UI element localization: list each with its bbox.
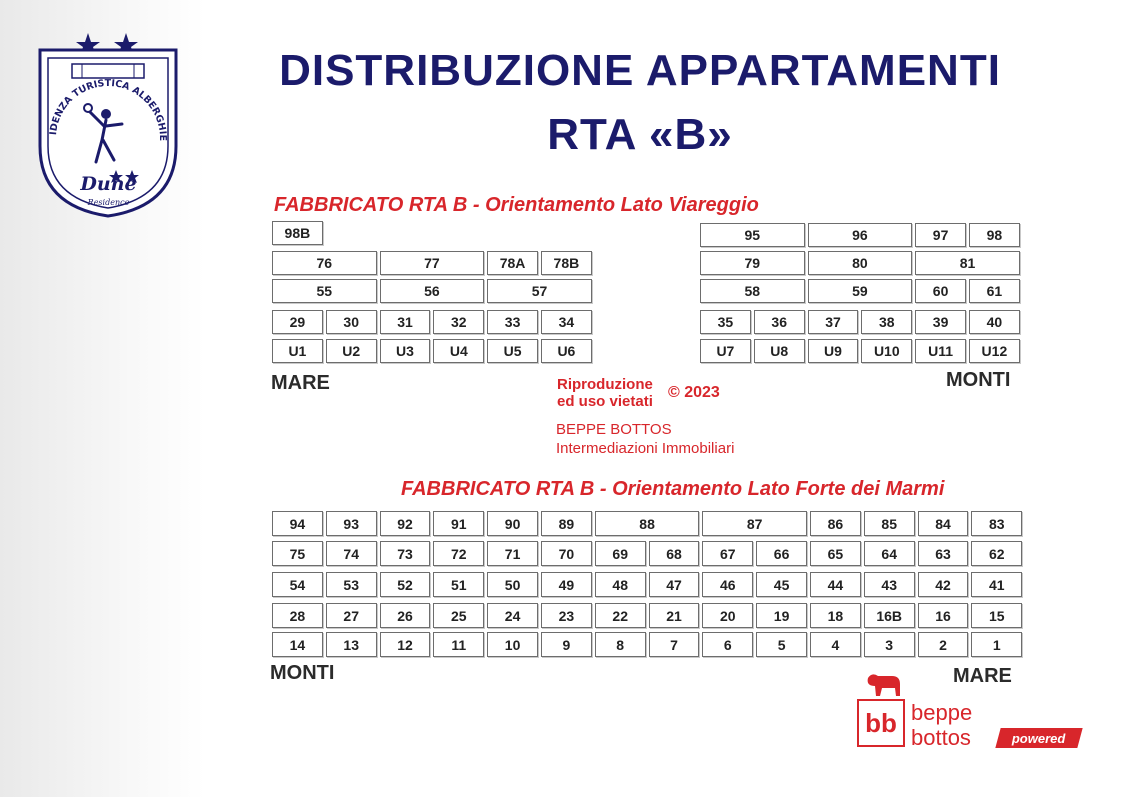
copyright: © 2023 — [668, 384, 720, 401]
apartment-6: 6 — [702, 632, 753, 657]
section2-right-label: MARE — [953, 665, 1012, 687]
apartment-20: 20 — [702, 603, 753, 628]
apartment-76: 76 — [272, 251, 377, 275]
apartment-49: 49 — [541, 572, 592, 597]
apartment-U6: U6 — [541, 339, 592, 363]
apartment-68: 68 — [649, 541, 700, 566]
section1-title: FABBRICATO RTA B - Orientamento Lato Viareggio — [274, 194, 759, 216]
apartment-43: 43 — [864, 572, 915, 597]
apartment-13: 13 — [326, 632, 377, 657]
apartment-96: 96 — [808, 223, 913, 247]
apartment-1: 1 — [971, 632, 1022, 657]
apartment-73: 73 — [380, 541, 431, 566]
apartment-29: 29 — [272, 310, 323, 334]
apartment-U1: U1 — [272, 339, 323, 363]
apartment-83: 83 — [971, 511, 1022, 536]
apartment-69: 69 — [595, 541, 646, 566]
logo-sub: Residence — [87, 198, 130, 207]
apartment-57: 57 — [487, 279, 592, 303]
apartment-25: 25 — [433, 603, 484, 628]
apartment-U5: U5 — [487, 339, 538, 363]
notice-line1: Riproduzione — [557, 376, 653, 393]
apartment-5: 5 — [756, 632, 807, 657]
apartment-54: 54 — [272, 572, 323, 597]
apartment-4: 4 — [810, 632, 861, 657]
apartment-7: 7 — [649, 632, 700, 657]
apartment-91: 91 — [433, 511, 484, 536]
apartment-67: 67 — [702, 541, 753, 566]
brand-mark-text: bb — [865, 707, 897, 738]
apartment-79: 79 — [700, 251, 805, 275]
apartment-55: 55 — [272, 279, 377, 303]
apartment-63: 63 — [918, 541, 969, 566]
apartment-85: 85 — [864, 511, 915, 536]
apartment-81: 81 — [915, 251, 1020, 275]
apartment-22: 22 — [595, 603, 646, 628]
apartment-44: 44 — [810, 572, 861, 597]
notice-line2: ed uso vietati — [557, 393, 653, 410]
powered-badge-text: powered — [1012, 730, 1066, 746]
apartment-U7: U7 — [700, 339, 751, 363]
apartment-42: 42 — [918, 572, 969, 597]
apartment-64: 64 — [864, 541, 915, 566]
apartment-94: 94 — [272, 511, 323, 536]
apartment-23: 23 — [541, 603, 592, 628]
apartment-50: 50 — [487, 572, 538, 597]
agency-name: BEPPE BOTTOS — [556, 421, 672, 438]
apartment-33: 33 — [487, 310, 538, 334]
apartment-24: 24 — [487, 603, 538, 628]
apartment-78B: 78B — [541, 251, 592, 275]
apartment-86: 86 — [810, 511, 861, 536]
apartment-58: 58 — [700, 279, 805, 303]
apartment-66: 66 — [756, 541, 807, 566]
apartment-34: 34 — [541, 310, 592, 334]
apartment-16: 16 — [918, 603, 969, 628]
apartment-84: 84 — [918, 511, 969, 536]
apartment-2: 2 — [918, 632, 969, 657]
apartment-U10: U10 — [861, 339, 912, 363]
apartment-87: 87 — [702, 511, 807, 536]
powered-badge — [995, 728, 1082, 748]
apartment-97: 97 — [915, 223, 966, 247]
apartment-98B: 98B — [272, 221, 323, 245]
apartment-70: 70 — [541, 541, 592, 566]
apartment-15: 15 — [971, 603, 1022, 628]
apartment-U9: U9 — [808, 339, 859, 363]
apartment-53: 53 — [326, 572, 377, 597]
apartment-89: 89 — [541, 511, 592, 536]
apartment-48: 48 — [595, 572, 646, 597]
page-subtitle: RTA «B» — [547, 110, 733, 159]
apartment-26: 26 — [380, 603, 431, 628]
apartment-95: 95 — [700, 223, 805, 247]
section1-left-label: MARE — [271, 372, 330, 394]
apartment-U8: U8 — [754, 339, 805, 363]
apartment-80: 80 — [808, 251, 913, 275]
apartment-47: 47 — [649, 572, 700, 597]
apartment-60: 60 — [915, 279, 966, 303]
apartment-11: 11 — [433, 632, 484, 657]
apartment-16B: 16B — [864, 603, 915, 628]
section2-title: FABBRICATO RTA B - Orientamento Lato Forte dei Marmi — [401, 478, 945, 500]
notice-text — [557, 376, 653, 410]
svg-text:RESIDENZA TURISTICA ALBERGHIER: IDENZA TURISTICA ALBERGHIE — [48, 77, 169, 142]
apartment-12: 12 — [380, 632, 431, 657]
apartment-14: 14 — [272, 632, 323, 657]
apartment-92: 92 — [380, 511, 431, 536]
apartment-65: 65 — [810, 541, 861, 566]
apartment-98: 98 — [969, 223, 1020, 247]
apartment-93: 93 — [326, 511, 377, 536]
apartment-88: 88 — [595, 511, 700, 536]
apartment-18: 18 — [810, 603, 861, 628]
section1-right-label: MONTI — [946, 369, 1011, 391]
apartment-U3: U3 — [380, 339, 431, 363]
section2-left-label: MONTI — [270, 662, 335, 684]
apartment-U4: U4 — [433, 339, 484, 363]
apartment-59: 59 — [808, 279, 913, 303]
logo-name: Dune — [80, 173, 137, 195]
apartment-71: 71 — [487, 541, 538, 566]
apartment-31: 31 — [380, 310, 431, 334]
apartment-62: 62 — [971, 541, 1022, 566]
apartment-74: 74 — [326, 541, 377, 566]
apartment-39: 39 — [915, 310, 966, 334]
apartment-8: 8 — [595, 632, 646, 657]
apartment-45: 45 — [756, 572, 807, 597]
apartment-9: 9 — [541, 632, 592, 657]
apartment-56: 56 — [380, 279, 485, 303]
apartment-46: 46 — [702, 572, 753, 597]
apartment-19: 19 — [756, 603, 807, 628]
apartment-75: 75 — [272, 541, 323, 566]
apartment-38: 38 — [861, 310, 912, 334]
apartment-3: 3 — [864, 632, 915, 657]
dune-logo — [36, 28, 181, 218]
apartment-78A: 78A — [487, 251, 538, 275]
apartment-27: 27 — [326, 603, 377, 628]
apartment-51: 51 — [433, 572, 484, 597]
brand-line2: bottos — [911, 725, 971, 750]
apartment-77: 77 — [380, 251, 485, 275]
apartment-37: 37 — [808, 310, 859, 334]
apartment-U2: U2 — [326, 339, 377, 363]
apartment-21: 21 — [649, 603, 700, 628]
agency-desc: Intermediazioni Immobiliari — [556, 440, 735, 457]
apartment-10: 10 — [487, 632, 538, 657]
apartment-28: 28 — [272, 603, 323, 628]
apartment-72: 72 — [433, 541, 484, 566]
apartment-90: 90 — [487, 511, 538, 536]
apartment-35: 35 — [700, 310, 751, 334]
apartment-41: 41 — [971, 572, 1022, 597]
apartment-40: 40 — [969, 310, 1020, 334]
apartment-61: 61 — [969, 279, 1020, 303]
apartment-30: 30 — [326, 310, 377, 334]
apartment-U11: U11 — [915, 339, 966, 363]
page-title: DISTRIBUZIONE APPARTAMENTI — [279, 46, 1001, 95]
brand-line1: beppe — [911, 700, 973, 725]
apartment-52: 52 — [380, 572, 431, 597]
apartment-36: 36 — [754, 310, 805, 334]
brand-mark — [857, 699, 905, 747]
apartment-32: 32 — [433, 310, 484, 334]
apartment-U12: U12 — [969, 339, 1020, 363]
